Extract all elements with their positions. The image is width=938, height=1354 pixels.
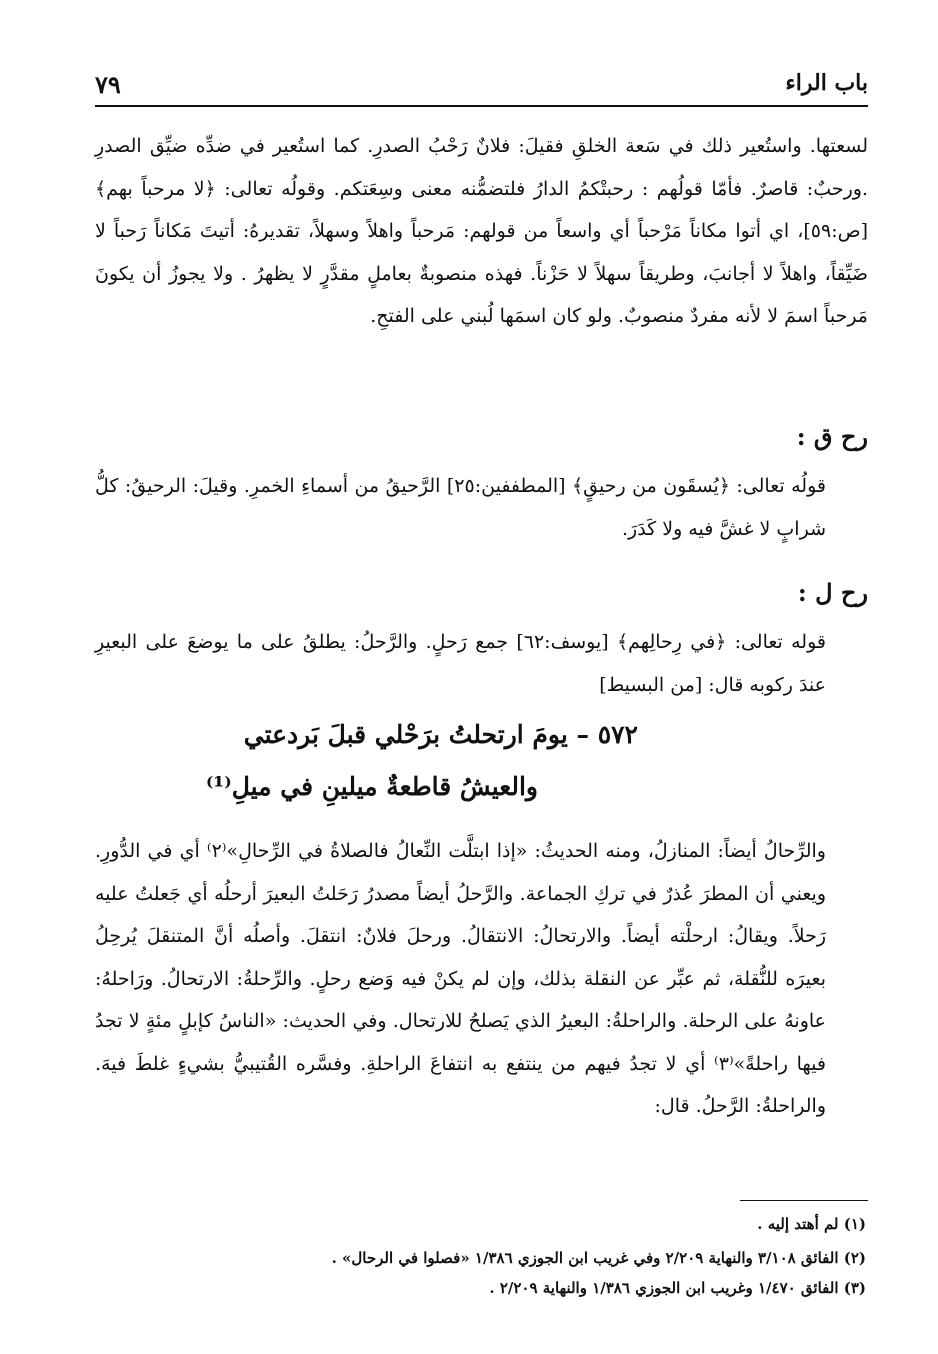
- footnote-rule: [740, 1200, 868, 1201]
- footnote-3: (٣) الفائق ١/٤٧٠ وغريب ابن الجوزي ١/٣٨٦ والنهاية ٢/٢٠٩ .: [489, 1279, 866, 1297]
- paragraph-rahb: لسعتها. واستُعير ذلك في سَعة الخلقِ فقيلَ: فلانٌ رَحْبُ الصدرِ. كما استُعير في ضدِّه ضيِّق الصدرِ .ورحبٌ: قاصرٌ. فأمّا قولُهم : رحبتْكمُ الدارُ فلتضمُّنه معنى وسِعَتكم. وقولُه تعالى: ﴿لا مرحباً بهم﴾ [ص:٥٩]، اي أتوا مكاناً مَرْحباً أي واسعاً من قولهم: مَرحباً واهلاً وسهلاً، تقديرهُ: أتيتَ مَكاناً رَحباً لا ضَيِّقاً، واهلاً لا أجانبَ، وطريقاً سهلاً لا حَزْناً. فهذه منصوبةٌ بعاملٍ مقدَّرٍ لا يظهرُ . ولا يجوزُ أن يكونَ مَرحباً اسمَ لا لأنه مفردٌ منصوبٌ. ولو كان اسمَها لُبني على الفتحِ.: [95, 135, 868, 327]
- footnote-1: (١) لم أهتد إليه .: [757, 1215, 866, 1233]
- page-number: ٧٩: [95, 70, 121, 99]
- root-heading-rhq: رح ق :: [796, 422, 868, 451]
- chapter-title: باب الراء: [785, 70, 868, 96]
- root-heading-rhl: رح ل :: [797, 578, 868, 607]
- paragraph-rihal: والرِّحالُ أيضاً: المنازلُ، ومنه الحديثُ: «إذا ابتلَّت النِّعالُ فالصلاةُ في الرِّحالِ»⁽٢⁾ أي في الدُّورِ. ويعني أن المطرَ عُذرٌ في تركِ الجماعة. والرَّحلُ أيضاً مصدرُ رَحَلتُ البعيرَ أرحلُه أي جَعلتُ عليه رَحلاً. ويقالُ: ارحلْته أيضاً. والارتحالُ: الانتقالُ. ورحلَ فلانٌ: انتقلَ. وأصلُه أنَّ المتنقلَ يُرحِلُ بعيرَه للنُّقلة، ثم عبِّر عن النقلة بذلك، وإن لم يكنْ فيه وَضع رحلٍ. والرِّحلةُ: الارتحالُ. ورَاحلهُ: عاونهُ على الرحلة. والراحلةُ: البعيرُ الذي يَصلحُ للارتحال. وفي الحديث: «الناسُ كإبلٍ مئةٍ لا تجدُ فيها راحلةً»⁽٣⁾ أي لا تجدُ فيهم من ينتفع به انتفاعَ الراحلةِ. وفسَّره القُتيبيُّ بشيءٍ غلطَ فيهَ. والراحلةُ: الرَّحلُ. قال:: [95, 840, 826, 1117]
- page-header: [95, 62, 868, 102]
- paragraph-rahiq: قولُه تعالى: ﴿يُسقَون من رحيقٍ﴾ [المطففين:٢٥] الرَّحيقُ من أسماءِ الخمرِ. وقيلَ: الرحيقُ: كلُّ شرابٍ لا غشَّ فيه ولا كَدَرَ.: [95, 475, 826, 540]
- verse-line-1: ٥٧٢ – يومَ ارتحلتُ برَحْلي قبلَ بَردعتي: [243, 720, 638, 749]
- footnote-2: (٢) الفائق ٣/١٠٨ والنهاية ٢/٢٠٩ وفي غريب ابن الجوزي ١/٣٨٦ «فصلوا في الرحال» .: [331, 1249, 866, 1267]
- verse-line-2: والعيشُ قاطعةٌ ميلينِ في ميلِ⁽¹⁾: [205, 772, 538, 801]
- header-rule: [95, 105, 868, 107]
- paragraph-rahl: قوله تعالى: ﴿في رِحالِهم﴾ [يوسف:٦٢] جمع رَحلٍ. والرَّحلُ: يطلقُ على ما يوضعَ على البعيرِ عندَ ركوبه قال: [من البسيط]: [95, 631, 826, 696]
